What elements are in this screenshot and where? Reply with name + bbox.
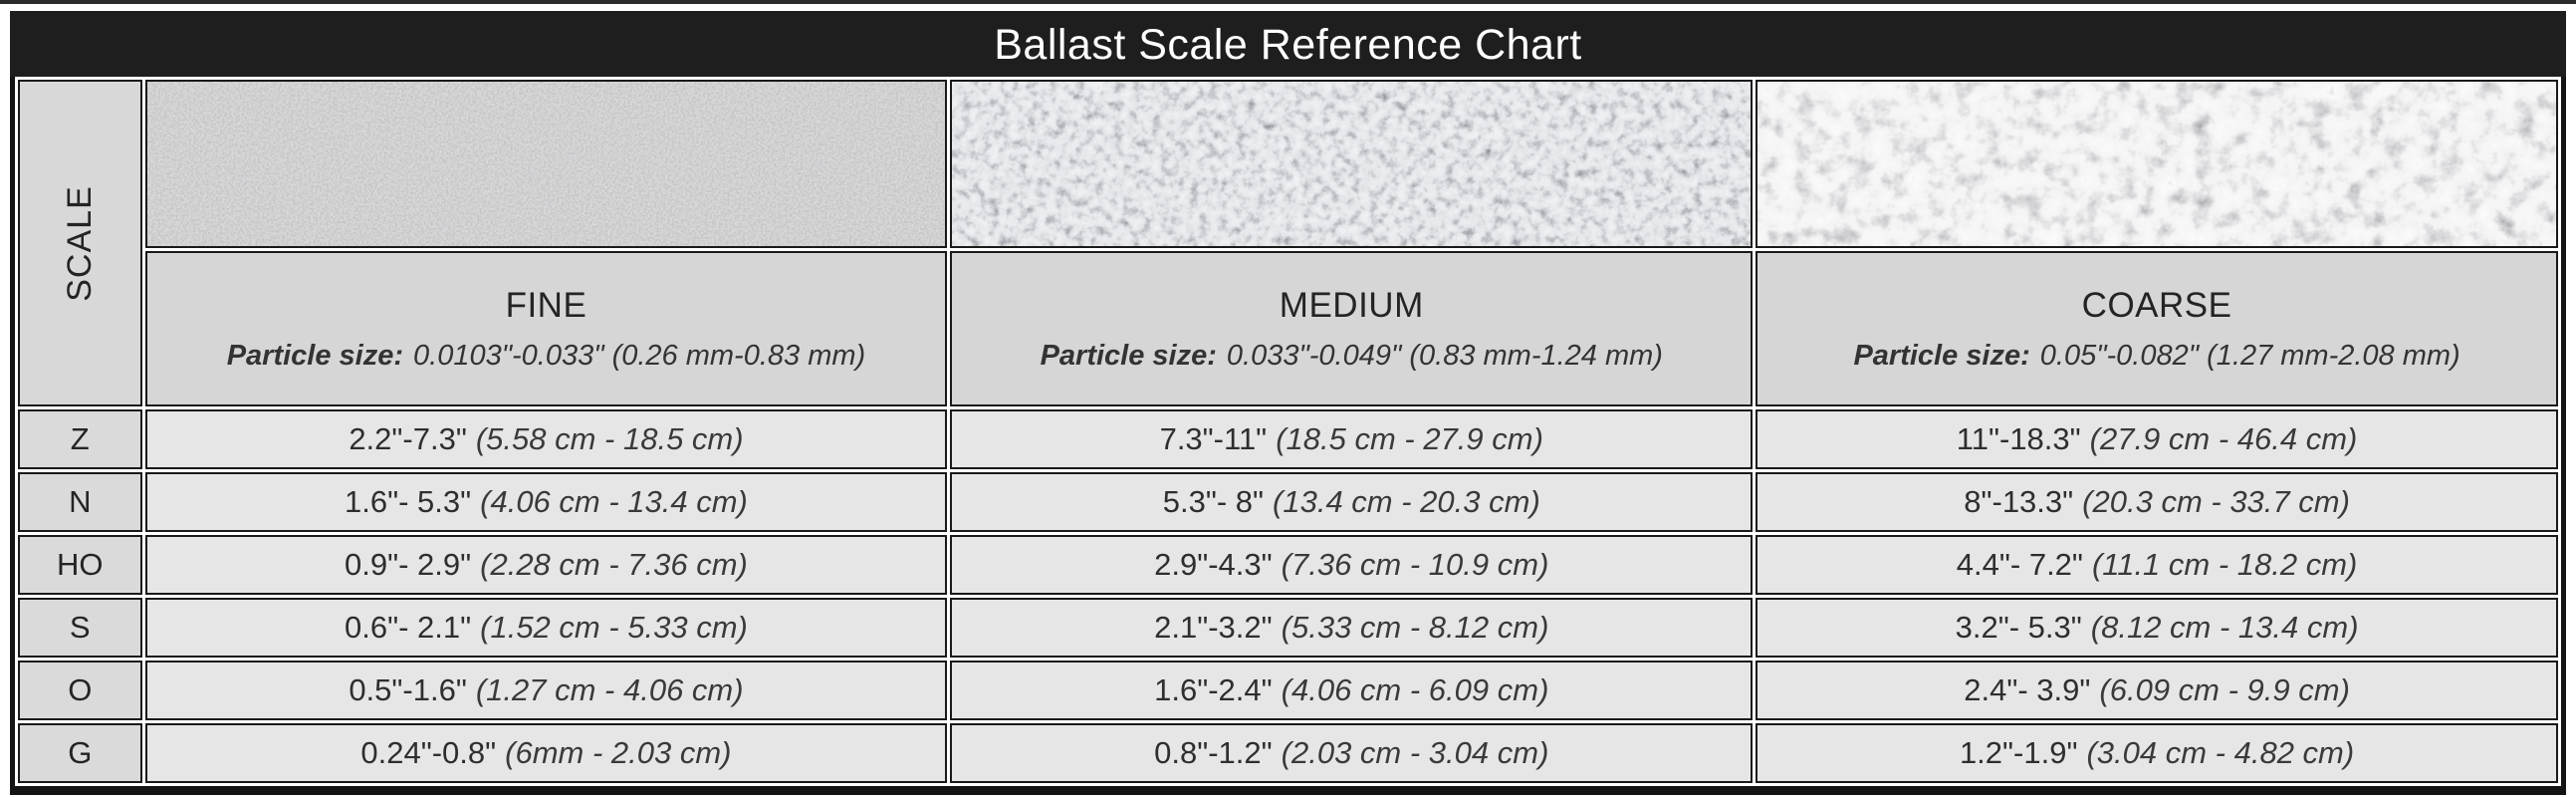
column-header-row xyxy=(18,251,2558,406)
range-inches: 0.24"-0.8" xyxy=(360,735,497,770)
range-inches: 7.3"-11" xyxy=(1159,421,1268,456)
scale-label-n: N xyxy=(18,472,142,532)
column-header-coarse xyxy=(1756,251,2558,406)
ballast-range-cell xyxy=(1756,723,2558,783)
scale-axis-cell xyxy=(18,80,142,406)
range-inches: 0.8"-1.2" xyxy=(1154,735,1273,770)
range-inches: 11"-18.3" xyxy=(1956,421,2081,456)
column-name: FINE xyxy=(505,285,587,325)
ballast-range-cell xyxy=(145,661,948,720)
ballast-range-cell xyxy=(1756,409,2558,469)
ballast-range-cell xyxy=(1756,598,2558,658)
particle-size-label: Particle size: xyxy=(1853,339,2030,372)
range-inches: 2.4"- 3.9" xyxy=(1964,672,2091,707)
ballast-range-cell xyxy=(1756,535,2558,595)
scale-label-ho: HO xyxy=(18,535,142,595)
scale-label-s: S xyxy=(18,598,142,658)
range-inches: 3.2"- 5.3" xyxy=(1955,610,2082,645)
chart-title-bar xyxy=(10,11,2566,77)
range-inches: 0.9"- 2.9" xyxy=(345,547,472,582)
particle-size-value: 0.0103"-0.033" (0.26 mm-0.83 mm) xyxy=(413,339,866,372)
range-metric: (3.04 cm - 4.82 cm) xyxy=(2086,735,2355,770)
fine-ballast-texture-image xyxy=(147,82,946,246)
range-metric: (1.27 cm - 4.06 cm) xyxy=(475,672,744,707)
ballast-range-cell xyxy=(1756,661,2558,720)
range-inches: 1.2"-1.9" xyxy=(1959,735,2078,770)
column-name: COARSE xyxy=(2081,285,2232,325)
table-row-o xyxy=(18,661,2558,720)
ballast-range-cell xyxy=(950,472,1753,532)
column-header-medium xyxy=(950,251,1753,406)
range-inches: 2.1"-3.2" xyxy=(1154,610,1273,645)
range-inches: 2.9"-4.3" xyxy=(1154,547,1273,582)
range-inches: 1.6"-2.4" xyxy=(1154,672,1273,707)
range-metric: (6mm - 2.03 cm) xyxy=(505,735,732,770)
scale-label-o: O xyxy=(18,661,142,720)
ballast-range-cell xyxy=(145,535,948,595)
particle-size-label: Particle size: xyxy=(226,339,404,372)
range-inches: 0.6"- 2.1" xyxy=(345,610,472,645)
range-metric: (8.12 cm - 13.4 cm) xyxy=(2090,610,2359,645)
table-row-g xyxy=(18,723,2558,783)
ballast-range-cell xyxy=(950,409,1753,469)
particle-size-value: 0.05"-0.082" (1.27 mm-2.08 mm) xyxy=(2039,339,2460,372)
range-metric: (2.28 cm - 7.36 cm) xyxy=(480,547,748,582)
scale-axis-label: SCALE xyxy=(60,184,99,302)
range-metric: (20.3 cm - 33.7 cm) xyxy=(2082,484,2350,519)
range-inches: 4.4"- 7.2" xyxy=(1956,547,2083,582)
range-metric: (27.9 cm - 46.4 cm) xyxy=(2089,421,2358,456)
ballast-range-cell xyxy=(1756,472,2558,532)
range-metric: (5.58 cm - 18.5 cm) xyxy=(475,421,744,456)
range-inches: 5.3"- 8" xyxy=(1162,484,1265,519)
table-row-n xyxy=(18,472,2558,532)
scale-label-z: Z xyxy=(18,409,142,469)
ballast-reference-table xyxy=(10,77,2566,795)
ballast-range-cell xyxy=(145,409,948,469)
fine-ballast-photo xyxy=(145,80,948,248)
photo-and-header-row xyxy=(18,80,2558,248)
column-name: MEDIUM xyxy=(1279,285,1424,325)
range-metric: (11.1 cm - 18.2 cm) xyxy=(2091,547,2358,582)
coarse-ballast-texture-image xyxy=(1757,82,2556,246)
range-metric: (4.06 cm - 13.4 cm) xyxy=(480,484,748,519)
range-metric: (5.33 cm - 8.12 cm) xyxy=(1281,610,1549,645)
scale-label-g: G xyxy=(18,723,142,783)
range-metric: (7.36 cm - 10.9 cm) xyxy=(1281,547,1549,582)
range-inches: 8"-13.3" xyxy=(1964,484,2074,519)
particle-size-line xyxy=(148,340,945,373)
ballast-range-cell xyxy=(950,661,1753,720)
ballast-range-cell xyxy=(950,723,1753,783)
range-inches: 2.2"-7.3" xyxy=(349,421,467,456)
ballast-range-cell xyxy=(950,598,1753,658)
chart-title: Ballast Scale Reference Chart xyxy=(994,20,1582,69)
range-inches: 0.5"-1.6" xyxy=(349,672,467,707)
range-metric: (13.4 cm - 20.3 cm) xyxy=(1273,484,1540,519)
medium-ballast-photo xyxy=(950,80,1753,248)
medium-ballast-texture-image xyxy=(952,82,1751,246)
ballast-range-cell xyxy=(950,535,1753,595)
particle-size-value: 0.033"-0.049" (0.83 mm-1.24 mm) xyxy=(1226,339,1663,372)
range-metric: (1.52 cm - 5.33 cm) xyxy=(480,610,748,645)
table-row-s xyxy=(18,598,2558,658)
range-metric: (4.06 cm - 6.09 cm) xyxy=(1281,672,1549,707)
ballast-chart xyxy=(10,11,2566,795)
table-row-z xyxy=(18,409,2558,469)
ballast-range-cell xyxy=(145,723,948,783)
ballast-range-cell xyxy=(145,598,948,658)
range-metric: (2.03 cm - 3.04 cm) xyxy=(1281,735,1549,770)
range-metric: (18.5 cm - 27.9 cm) xyxy=(1276,421,1543,456)
range-metric: (6.09 cm - 9.9 cm) xyxy=(2099,672,2350,707)
top-rule xyxy=(0,0,2576,4)
ballast-range-cell xyxy=(145,472,948,532)
particle-size-line xyxy=(1758,340,2555,373)
column-header-fine xyxy=(145,251,948,406)
coarse-ballast-photo xyxy=(1756,80,2558,248)
range-inches: 1.6"- 5.3" xyxy=(345,484,472,519)
particle-size-label: Particle size: xyxy=(1040,339,1217,372)
particle-size-line xyxy=(953,340,1750,373)
table-row-ho xyxy=(18,535,2558,595)
